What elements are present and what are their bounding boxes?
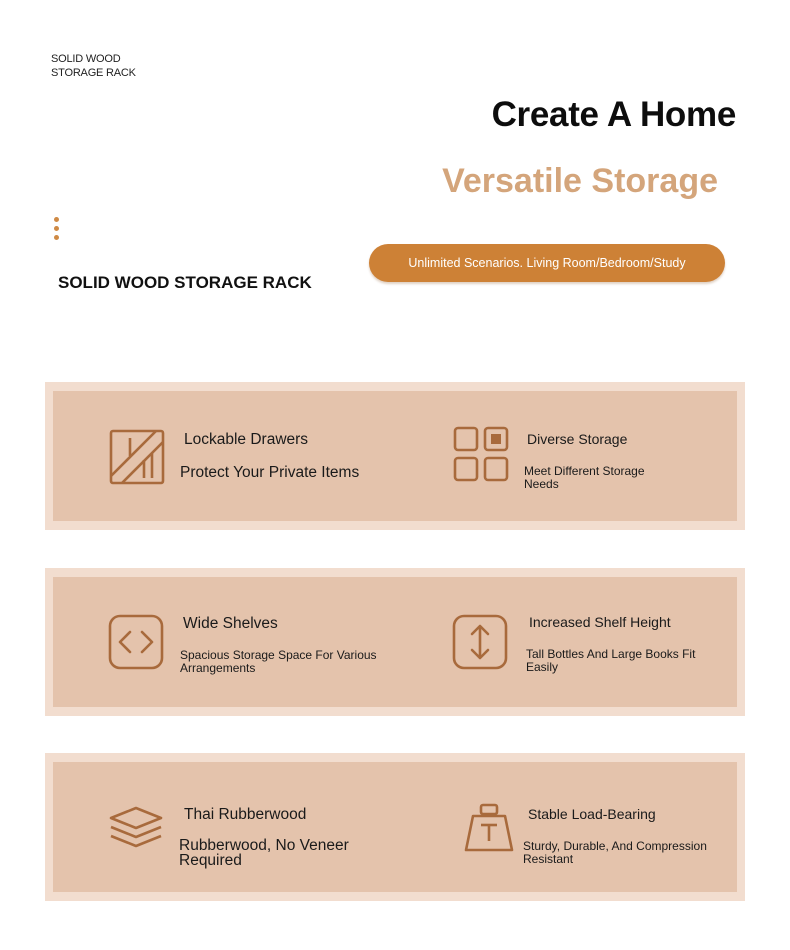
feature-thai-rubberwood bbox=[53, 762, 403, 892]
brand-label-large: SOLID WOOD STORAGE RACK bbox=[58, 273, 312, 292]
vertical-dots-decoration bbox=[54, 217, 62, 244]
grid-storage-icon bbox=[453, 426, 509, 482]
feature-title: Stable Load-Bearing bbox=[528, 806, 656, 822]
feature-description: Tall Bottles And Large Books Fit Easily bbox=[526, 647, 696, 674]
brand-label-small: SOLID WOOD STORAGE RACK bbox=[51, 53, 136, 79]
horizontal-arrows-icon bbox=[108, 614, 164, 670]
feature-description: Meet Different Storage Needs bbox=[524, 464, 645, 491]
feature-title: Lockable Drawers bbox=[184, 431, 309, 448]
lockable-drawer-icon bbox=[108, 428, 166, 486]
feature-card-2 bbox=[45, 568, 745, 716]
feature-stable-load-bearing bbox=[403, 762, 745, 892]
feature-title: Wide Shelves bbox=[183, 615, 278, 632]
feature-title: Diverse Storage bbox=[527, 431, 628, 447]
feature-increased-shelf-height bbox=[403, 577, 745, 707]
feature-wide-shelves bbox=[53, 577, 403, 707]
feature-title: Increased Shelf Height bbox=[529, 614, 671, 630]
subheadline: Versatile Storage bbox=[442, 162, 718, 200]
feature-description: Sturdy, Durable, And Compression Resistant bbox=[523, 839, 707, 866]
feature-title: Thai Rubberwood bbox=[184, 806, 307, 823]
feature-diverse-storage bbox=[403, 391, 745, 521]
layers-icon bbox=[108, 805, 164, 853]
vertical-arrows-icon bbox=[452, 614, 508, 670]
feature-description: Rubberwood, No Veneer Required bbox=[179, 837, 349, 869]
weight-icon bbox=[463, 802, 515, 854]
feature-card-1 bbox=[45, 382, 745, 530]
headline: Create A Home bbox=[491, 95, 736, 134]
feature-description: Spacious Storage Space For Various Arrangements bbox=[180, 648, 377, 675]
feature-description: Protect Your Private Items bbox=[180, 464, 360, 481]
feature-card-3 bbox=[45, 753, 745, 901]
scenario-pill: Unlimited Scenarios. Living Room/Bedroom/Study bbox=[369, 244, 725, 282]
feature-lockable-drawers bbox=[53, 391, 403, 521]
